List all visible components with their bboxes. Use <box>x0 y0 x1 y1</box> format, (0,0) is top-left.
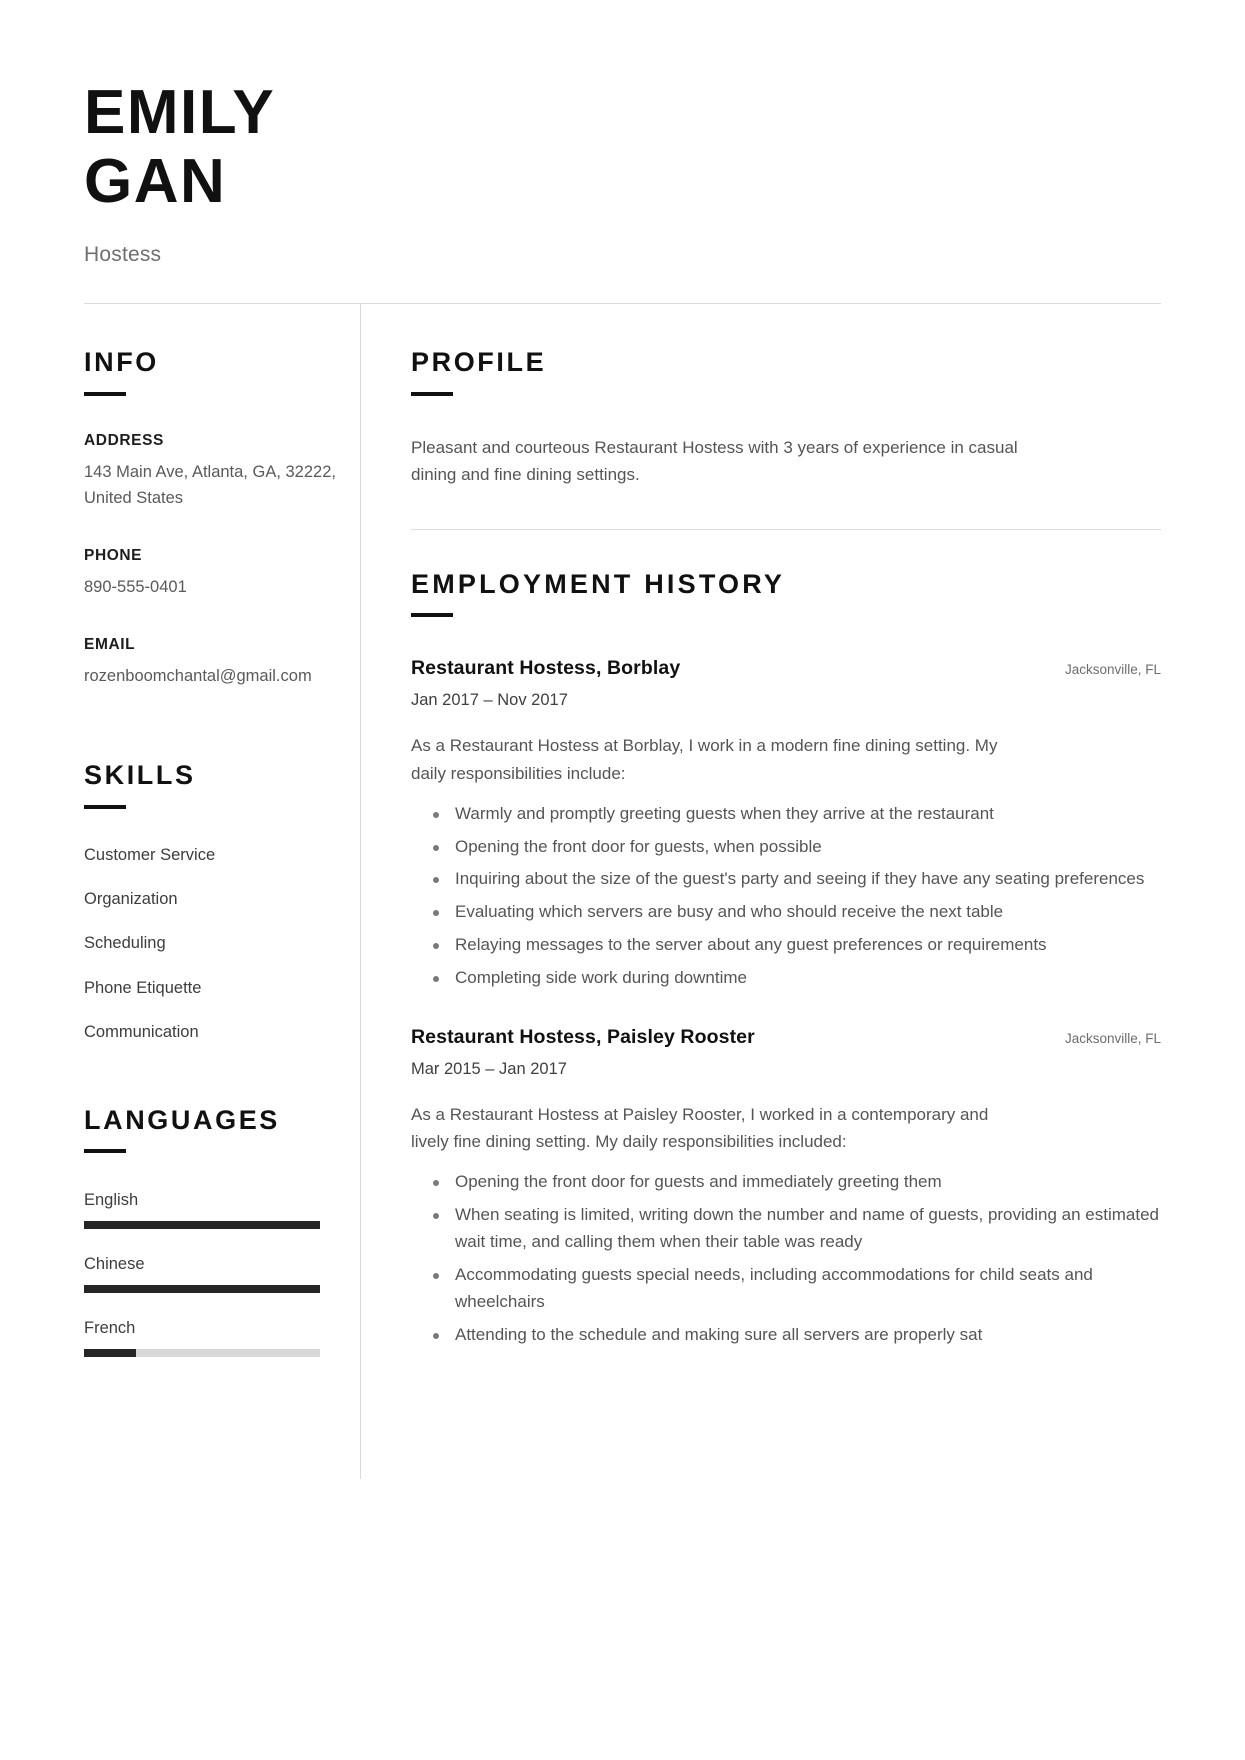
resume-header <box>84 0 1161 304</box>
info-title-underline <box>84 392 126 396</box>
job-bullet-list <box>411 801 1161 992</box>
language-level-fill <box>84 1285 320 1293</box>
profile-text: Pleasant and courteous Restaurant Hostess with 3 years of experience in casual dining and fine dining settings. <box>411 437 1018 485</box>
section-info <box>84 348 336 689</box>
section-skills <box>84 761 336 1044</box>
section-profile <box>411 348 1161 530</box>
languages-section-title: LANGUAGES <box>84 1104 280 1135</box>
skills-list <box>84 845 336 1044</box>
job-location: Jacksonville, FL <box>1064 1030 1161 1046</box>
employment-title-underline <box>411 613 453 617</box>
section-employment-history <box>411 570 1161 1349</box>
sidebar <box>84 304 360 1479</box>
list-item: Attending to the schedule and making sure all servers are properly sat <box>453 1322 1161 1349</box>
profile-divider <box>411 529 1161 530</box>
language-name: French <box>84 1319 136 1338</box>
list-item: Completing side work during downtime <box>453 965 1161 992</box>
list-item: Evaluating which servers are busy and who should receive the next table <box>453 899 1161 926</box>
employment-section-title: EMPLOYMENT HISTORY <box>411 568 786 599</box>
list-item: Customer Service <box>84 845 216 864</box>
job-dates: Jan 2017 – Nov 2017 <box>411 691 568 710</box>
list-item: Phone Etiquette <box>84 978 202 997</box>
candidate-job-title: Hostess <box>84 242 162 266</box>
job-location: Jacksonville, FL <box>1064 662 1161 678</box>
language-level-track <box>84 1349 320 1357</box>
email-value[interactable]: rozenboomchantal@gmail.com <box>84 666 312 685</box>
list-item <box>84 1255 336 1293</box>
list-item <box>84 1191 336 1229</box>
job-description: As a Restaurant Hostess at Borblay, I work in a modern fine dining setting. My daily responsibilities include: <box>411 736 998 783</box>
language-level-fill <box>84 1221 320 1229</box>
profile-title-underline <box>411 392 453 396</box>
email-label: EMAIL <box>84 635 136 653</box>
job-role: Restaurant Hostess, Paisley Rooster <box>411 1025 755 1048</box>
candidate-first-name: EMILY <box>84 78 276 147</box>
list-item: Relaying messages to the server about any guest preferences or requirements <box>453 932 1161 959</box>
phone-label: PHONE <box>84 546 143 564</box>
info-field-phone <box>84 547 336 600</box>
language-name: Chinese <box>84 1255 145 1274</box>
language-name: English <box>84 1191 139 1210</box>
resume-body <box>84 304 1161 1479</box>
info-field-email <box>84 636 336 689</box>
language-level-fill <box>84 1349 136 1357</box>
job-header <box>411 1026 1161 1049</box>
main-content <box>361 304 1161 1479</box>
info-section-title: INFO <box>84 346 159 377</box>
job-dates: Mar 2015 – Jan 2017 <box>411 1059 567 1078</box>
languages-list <box>84 1191 336 1357</box>
info-field-address <box>84 432 336 511</box>
list-item: Opening the front door for guests, when possible <box>453 834 1161 861</box>
address-label: ADDRESS <box>84 431 164 449</box>
section-languages <box>84 1106 336 1358</box>
candidate-name <box>84 78 1161 217</box>
language-level-track <box>84 1285 320 1293</box>
languages-title-underline <box>84 1149 126 1153</box>
job-entry <box>411 657 1161 992</box>
job-entry <box>411 1026 1161 1349</box>
address-value: 143 Main Ave, Atlanta, GA, 32222, United States <box>84 462 336 507</box>
job-role: Restaurant Hostess, Borblay <box>411 657 681 680</box>
list-item: Accommodating guests special needs, including accommodations for child seats and wheelchairs <box>453 1262 1161 1316</box>
job-bullet-list <box>411 1169 1161 1348</box>
skills-title-underline <box>84 805 126 809</box>
list-item: Inquiring about the size of the guest's party and seeing if they have any seating preferences <box>453 866 1161 893</box>
list-item <box>84 1319 336 1357</box>
job-header <box>411 657 1161 680</box>
jobs-list <box>411 657 1161 1348</box>
list-item: When seating is limited, writing down the number and name of guests, providing an estimated wait time, and calling them when their table was ready <box>453 1202 1161 1256</box>
language-level-track <box>84 1221 320 1229</box>
list-item: Communication <box>84 1023 199 1042</box>
profile-section-title: PROFILE <box>411 346 547 377</box>
list-item: Scheduling <box>84 934 166 953</box>
phone-value[interactable]: 890-555-0401 <box>84 577 187 596</box>
list-item: Warmly and promptly greeting guests when they arrive at the restaurant <box>453 801 1161 828</box>
list-item: Organization <box>84 889 178 908</box>
list-item: Opening the front door for guests and immediately greeting them <box>453 1169 1161 1196</box>
skills-section-title: SKILLS <box>84 759 196 790</box>
job-description: As a Restaurant Hostess at Paisley Rooster, I worked in a contemporary and lively fine dining setting. My daily responsibilities included: <box>411 1104 989 1152</box>
candidate-last-name: GAN <box>84 147 227 217</box>
